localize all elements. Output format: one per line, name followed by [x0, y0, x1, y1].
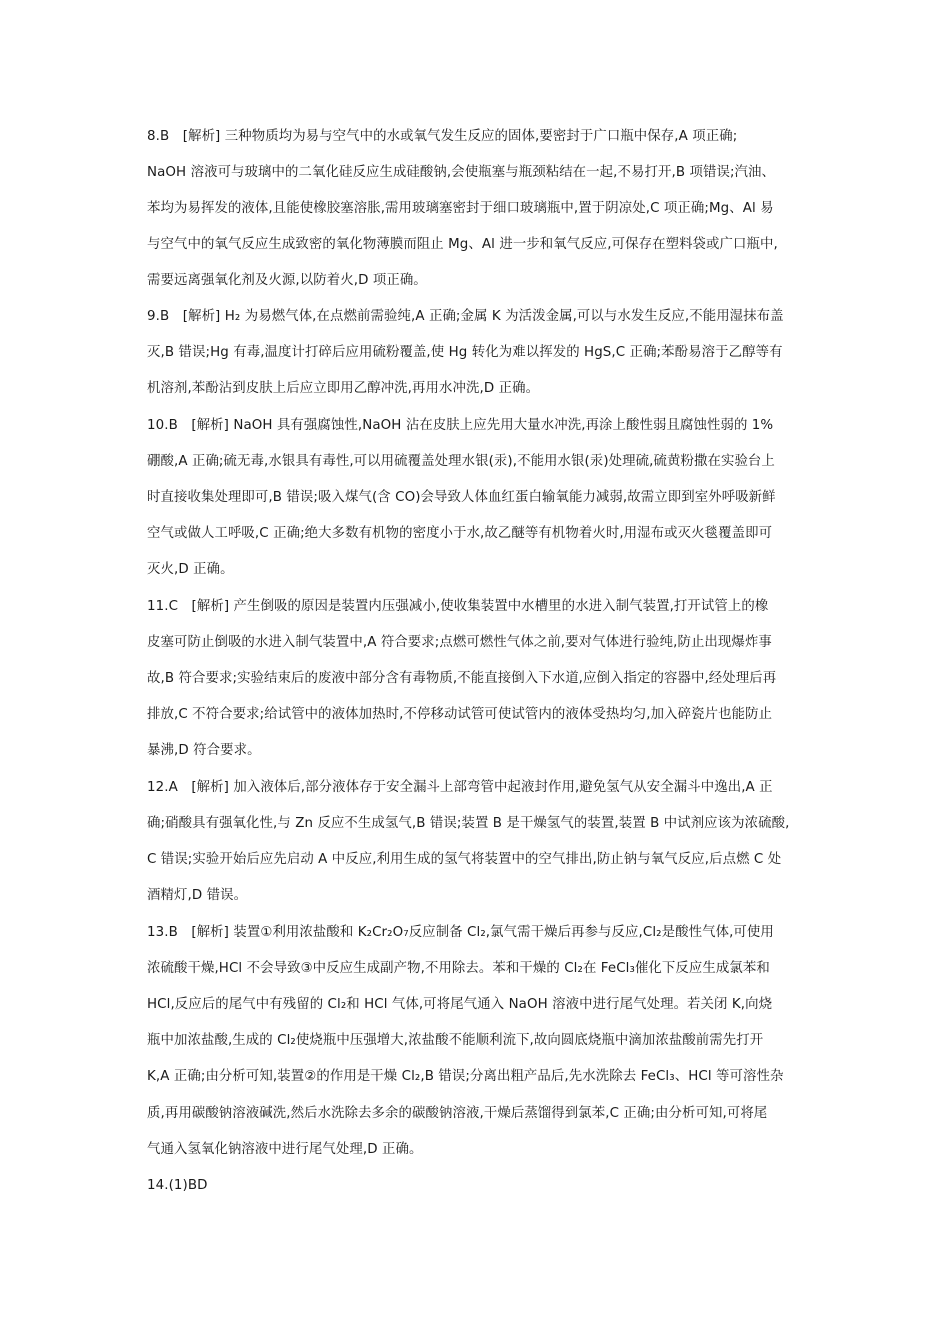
text-line: 皮塞可防止倒吸的水进入制气装置中,A 符合要求;点燃可燃性气体之前,要对气体进行验纯,防止出现爆炸事	[147, 635, 772, 650]
text-line: 11.C [解析] 产生倒吸的原因是装置内压强减小,使收集装置中水槽里的水进入制气装置,打开试管上的橡	[147, 599, 769, 614]
text-line: 瓶中加浓盐酸,生成的 Cl₂使烧瓶中压强增大,浓盐酸不能顺利流下,故向圆底烧瓶中滴加浓盐酸前需先打开	[147, 1033, 764, 1048]
text-line: 时直接收集处理即可,B 错误;吸入煤气(含 CO)会导致人体血红蛋白输氧能力减弱,故需立即到室外呼吸新鲜	[147, 490, 776, 505]
text-line: 13.B [解析] 装置①利用浓盐酸和 K₂Cr₂O₇反应制备 Cl₂,氯气需干燥后再参与反应,Cl₂是酸性气体,可使用	[147, 925, 774, 940]
text-line: 灭,B 错误;Hg 有毒,温度计打碎后应用硫粉覆盖,使 Hg 转化为难以挥发的 HgS,C 正确;苯酚易溶于乙醇等有	[147, 345, 783, 360]
text-line: 酒精灯,D 错误。	[147, 888, 248, 903]
text-line: 排放,C 不符合要求;给试管中的液体加热时,不停移动试管可使试管内的液体受热均匀,加入碎瓷片也能防止	[147, 707, 773, 722]
text-line: 浓硫酸干燥,HCl 不会导致③中反应生成副产物,不用除去。苯和干燥的 Cl₂在 FeCl₃催化下反应生成氯苯和	[147, 961, 770, 976]
text-line: 故,B 符合要求;实验结束后的废液中部分含有毒物质,不能直接倒入下水道,应倒入指定的容器中,经处理后再	[147, 671, 777, 686]
text-line: 苯均为易挥发的液体,且能使橡胶塞溶胀,需用玻璃塞密封于细口玻璃瓶中,置于阴凉处,C 项正确;Mg、Al 易	[147, 201, 774, 216]
text-line: K,A 正确;由分析可知,装置②的作用是干燥 Cl₂,B 错误;分离出粗产品后,先水洗除去 FeCl₃、HCl 等可溶性杂	[147, 1069, 784, 1084]
text-line: 14.(1)BD	[147, 1178, 208, 1193]
text-line: 灭火,D 正确。	[147, 562, 234, 577]
text-line: 硼酸,A 正确;硫无毒,水银具有毒性,可以用硫覆盖处理水银(汞),不能用水银(汞)处理硫,硫黄粉撒在实验台上	[147, 454, 775, 469]
text-line: 确;硝酸具有强氧化性,与 Zn 反应不生成氢气,B 错误;装置 B 是干燥氢气的装置,装置 B 中试剂应该为浓硫酸,	[147, 816, 790, 831]
text-line: NaOH 溶液可与玻璃中的二氧化硅反应生成硅酸钠,会使瓶塞与瓶颈粘结在一起,不易打开,B 项错误;汽油、	[147, 165, 776, 180]
text-line: 与空气中的氧气反应生成致密的氧化物薄膜而阻止 Mg、Al 进一步和氧气反应,可保存在塑料袋或广口瓶中,	[147, 237, 778, 252]
text-line: 机溶剂,苯酚沾到皮肤上后应立即用乙醇冲洗,再用水冲洗,D 正确。	[147, 381, 540, 396]
text-line: C 错误;实验开始后应先启动 A 中反应,利用生成的氢气将装置中的空气排出,防止钠与氧气反应,后点燃 C 处	[147, 852, 782, 867]
text-line: 8.B [解析] 三种物质均为易与空气中的水或氧气发生反应的固体,要密封于广口瓶中保存,A 项正确;	[147, 129, 738, 144]
text-line: 暴沸,D 符合要求。	[147, 743, 261, 758]
text-line: 12.A [解析] 加入液体后,部分液体存于安全漏斗上部弯管中起液封作用,避免氢气从安全漏斗中逸出,A 正	[147, 780, 773, 795]
text-line: 质,再用碳酸钠溶液碱洗,然后水洗除去多余的碳酸钠溶液,干燥后蒸馏得到氯苯,C 正确;由分析可知,可将尾	[147, 1106, 768, 1121]
text-line: 空气或做人工呼吸,C 正确;绝大多数有机物的密度小于水,故乙醚等有机物着火时,用湿布或灭火毯覆盖即可	[147, 526, 773, 541]
text-line: HCl,反应后的尾气中有残留的 Cl₂和 HCl 气体,可将尾气通入 NaOH 溶液中进行尾气处理。若关闭 K,向烧	[147, 997, 773, 1012]
text-line: 10.B [解析] NaOH 具有强腐蚀性,NaOH 沾在皮肤上应先用大量水冲洗,再涂上酸性弱且腐蚀性弱的 1%	[147, 418, 774, 433]
text-line: 9.B [解析] H₂ 为易燃气体,在点燃前需验纯,A 正确;金属 K 为活泼金属,可以与水发生反应,不能用湿抹布盖	[147, 309, 784, 324]
text-line: 气通入氢氧化钠溶液中进行尾气处理,D 正确。	[147, 1142, 423, 1157]
text-line: 需要远离强氧化剂及火源,以防着火,D 项正确。	[147, 273, 427, 288]
